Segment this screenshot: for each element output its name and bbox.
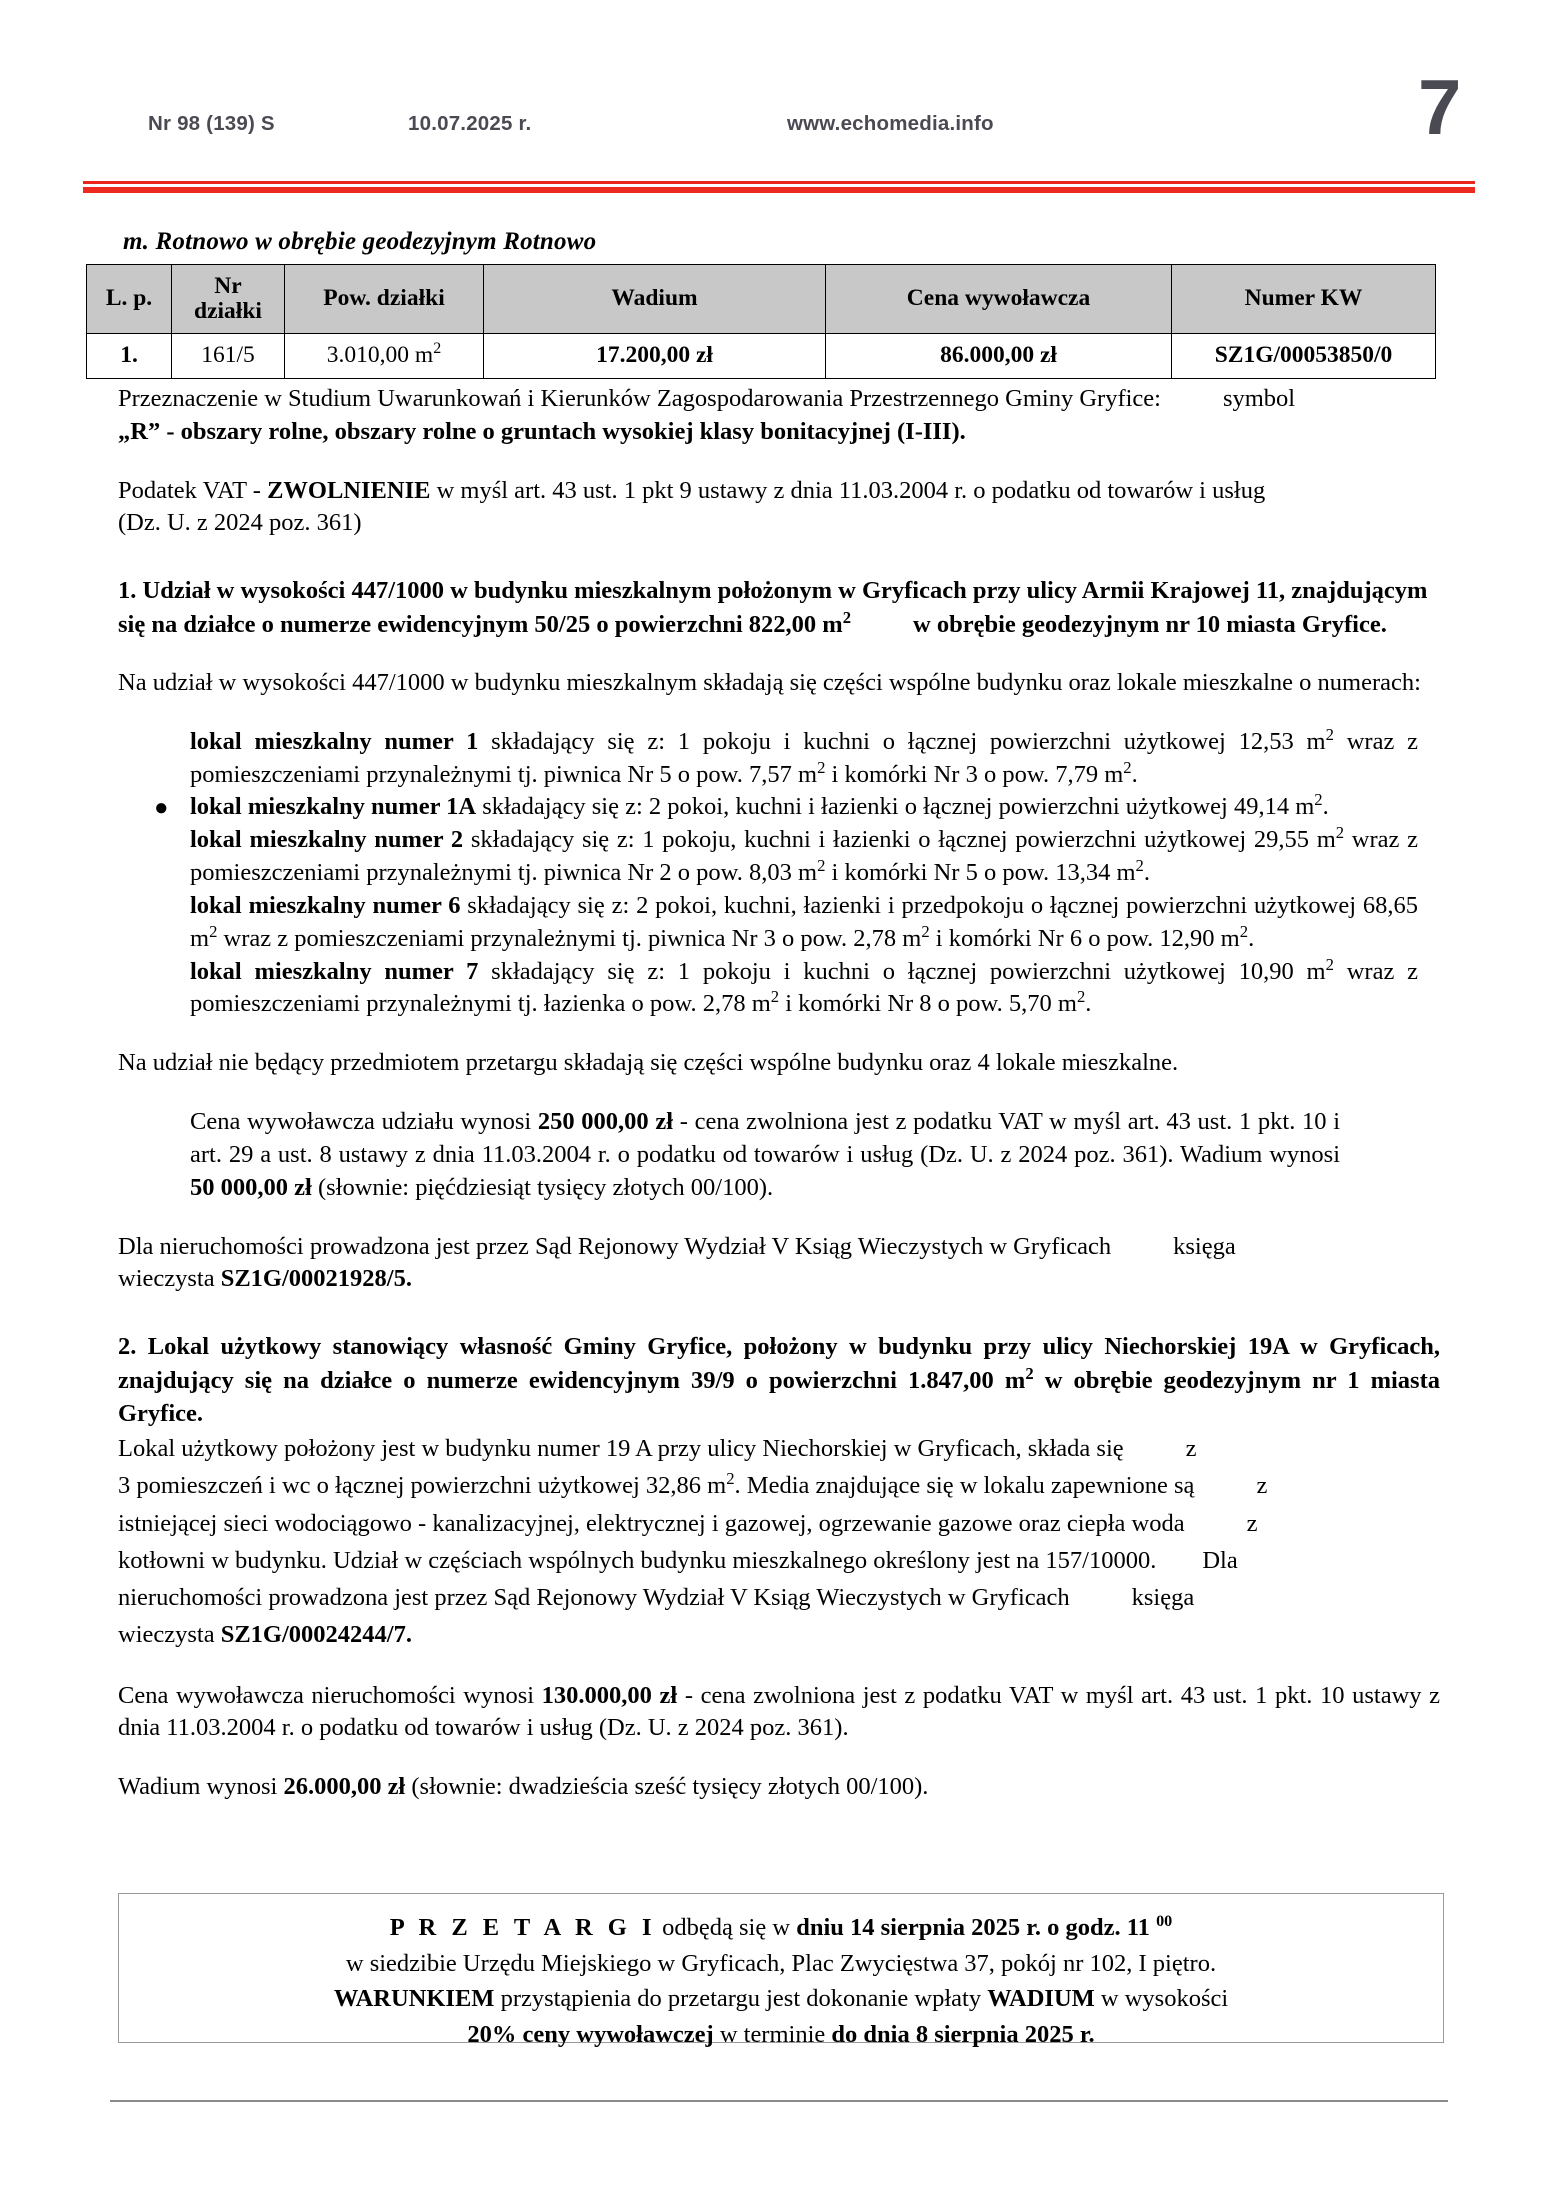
item1-kw-mid: księga — [1173, 1232, 1236, 1260]
lokal-text-b: wraz z pomieszczeniami przynależnymi tj. łazienka o pow. 2,78 m — [190, 957, 1418, 1018]
lokal-text-a: składający się z: 2 pokoi, kuchni, łazienki i przedpokoju o łącznej powierzchni użytkowej 68,65 m — [190, 891, 1418, 952]
cell-cena: 86.000,00 zł — [826, 334, 1172, 379]
vat-post: w myśl art. 43 ust. 1 pkt 9 ustawy z dnia 11.03.2004 r. o podatku od towarów i usług — [430, 476, 1266, 504]
lokal-label: lokal mieszkalny numer 1A — [190, 793, 477, 821]
item1-kw-line1 — [118, 1231, 1440, 1264]
lokal-text-c: i komórki Nr 5 o pow. 13,34 m — [825, 859, 1136, 887]
cell-pow-dzialki — [285, 334, 484, 379]
paragraph-przeznaczenie — [118, 383, 1440, 416]
item1-heading-part2: w obrębie geodezyjnym nr 10 miasta Gryfice. — [913, 610, 1387, 638]
lokal-label: lokal mieszkalny numer 1 — [190, 727, 479, 755]
przetargi-time-sup: 00 — [1156, 1912, 1173, 1930]
item2-heading-part1: 2. Lokal użytkowy stanowiący własność Gminy Gryfice, położony w budynku przy ulicy Niechorskiej 19A w Gryficach, znajdujący się na działce o numerze ewidencyjnym 39/9 o powierzchni 1.847,00 m — [118, 1333, 1440, 1394]
paragraph-przeznaczenie-bold: „R” - obszary rolne, obszary rolne o gruntach wysokiej klasy bonitacyjnej (I-III). — [118, 417, 966, 445]
przetargi-line3 — [141, 1981, 1421, 2017]
list-item: lokal mieszkalny numer 2 składający się z: 1 pokoju, kuchni i łazienki o łącznej powierzchni użytkowej 29,55 $m^2$ wraz z pomieszczeniami przynależnymi tj. piwnica Nr 2 o pow. 8,03 $m^2$ i komórki Nr 5 o pow. 13,34 $m^2$. — [190, 823, 1418, 887]
przetargi-percent: 20% ceny wywoławczej — [467, 2020, 714, 2048]
item2-wadium-paragraph — [118, 1771, 1440, 1804]
lokal-text-b: wraz z pomieszczeniami przynależnymi tj. piwnica Nr 3 o pow. 2,78 m — [217, 924, 922, 952]
item2-wadium-pre: Wadium wynosi — [118, 1773, 284, 1801]
table-row — [87, 334, 1436, 379]
item2-body-l2: 3 pomieszczeń i wc o łącznej powierzchni użytkowej 32,86 $m^2$. Media znajdujące się w lokalu zapewnione są z — [118, 1469, 1268, 1500]
list-item: lokal mieszkalny numer 1 składający się z: 1 pokoju i kuchni o łącznej powierzchni użytkowej 12,53 $m^2$ wraz z pomieszczeniami przynależnymi tj. piwnica Nr 5 o pow. 7,57 $m^2$ i komórki Nr 3 o pow. 7,79 $m^2$. — [190, 724, 1418, 788]
item1-wadium-post: (słownie: pięćdziesiąt tysięcy złotych 00/100). — [311, 1173, 774, 1201]
lokal-text-b: wraz z pomieszczeniami przynależnymi tj. piwnica Nr 2 o pow. 8,03 m — [190, 826, 1418, 887]
przetargi-line1 — [141, 1910, 1421, 1946]
przetargi-line3-mid: przystąpienia do przetargu jest dokonanie wpłaty — [494, 1985, 988, 2013]
item2-body-l4 — [118, 1542, 1440, 1579]
table-header-row — [87, 265, 1436, 334]
lokal-text-b: wraz z pomieszczeniami przynależnymi tj. piwnica Nr 5 o pow. 7,57 m — [190, 727, 1418, 788]
item1-price-paragraph — [190, 1106, 1340, 1204]
item1-not-subject: Na udział nie będący przedmiotem przetargu składają się części wspólne budynku oraz 4 lokale mieszkalne. — [118, 1049, 1179, 1077]
item1-price-post: - cena zwolniona jest z podatku VAT w myśl art. 43 ust. 1 pkt. 10 i art. 29 a ust. 8 ustawy z dnia 11.03.2004 r. o podatku od towarów i usług (Dz. U. z 2024 poz. 361). Wadium wynosi — [190, 1108, 1340, 1168]
masthead-website: www.echomedia.info — [787, 112, 994, 135]
item2-body-l6-pre: wieczysta — [118, 1621, 221, 1649]
col-header-pow: Pow. działki — [285, 265, 484, 334]
item1-wadium-amount: 50 000,00 zł — [190, 1173, 312, 1201]
lokal-label: lokal mieszkalny numer 2 — [190, 826, 464, 854]
przetargi-wadium-word: WADIUM — [987, 1985, 1095, 2013]
cell-nr-dzialki: 161/5 — [172, 334, 285, 379]
item2-heading-sup: 2 — [1025, 1363, 1034, 1383]
item2-body-l2-b: . Media znajdujące się w lokalu zapewnione są — [734, 1472, 1195, 1500]
lokal-text-c: i komórki Nr 3 o pow. 7,79 m — [825, 760, 1124, 788]
col-header-nr-dzialki: Nr działki — [172, 265, 285, 334]
col-header-kw: Numer KW — [1172, 265, 1436, 334]
przetargi-line4-mid: w terminie — [713, 2020, 832, 2048]
vat-pre: Podatek VAT - — [118, 476, 268, 504]
item2-body-l4-text: kotłowni w budynku. Udział w częściach wspólnych budynku mieszkalnego określony jest na 157/10000. — [118, 1546, 1157, 1574]
przetargi-line3-mid2: w wysokości — [1094, 1985, 1229, 2013]
przeznaczenie-lead: Przeznaczenie w Studium Uwarunkowań i Kierunków Zagospodarowania Przestrzennego Gminy Gryfice: — [118, 385, 1161, 412]
item1-kw-line2 — [118, 1263, 1440, 1296]
item2-body-l5 — [118, 1579, 1440, 1616]
item1-kw-pre: Dla nieruchomości prowadzona jest przez Sąd Rejonowy Wydział V Ksiąg Wieczystych w Gryficach — [118, 1232, 1112, 1260]
list-item: lokal mieszkalny numer 6 składający się z: 2 pokoi, kuchni, łazienki i przedpokoju o łącznej powierzchni użytkowej 68,65 $m^2$ wraz z pomieszczeniami przynależnymi tj. piwnica Nr 3 o pow. 2,78 $m^2$ i komórki Nr 6 o pow. 12,90 $m^2$. — [190, 891, 1418, 952]
col-header-wadium: Wadium — [484, 265, 826, 334]
footer-divider — [110, 2100, 1448, 2102]
przetargi-deadline: do dnia 8 sierpnia 2025 r. — [831, 2020, 1095, 2048]
przetargi-line2: w siedzibie Urzędu Miejskiego w Gryficach, Plac Zwycięstwa 37, pokój nr 102, I piętro. — [345, 1949, 1217, 1977]
item1-price-amount: 250 000,00 zł — [537, 1108, 674, 1136]
item1-intro: Na udział w wysokości 447/1000 w budynku mieszkalnym składają się części wspólne budynku oraz lokale mieszkalne o numerach: — [118, 668, 1421, 696]
item2-heading-part2: w obrębie geodezyjnym nr 1 miasta Gryfice. — [118, 1366, 1440, 1427]
masthead-issue: Nr 98 (139) S — [148, 112, 275, 135]
przetargi-date: dniu 14 sierpnia 2025 r. — [796, 1914, 1042, 1941]
przetargi-info-box — [118, 1893, 1444, 2048]
item2-wadium-amount: 26.000,00 zł — [283, 1773, 406, 1801]
item2-kw-number: SZ1G/00024244/7. — [220, 1621, 412, 1649]
masthead-date: 10.07.2025 r. — [408, 112, 532, 135]
item2-body-l1-tail: z — [1185, 1435, 1197, 1463]
lokal-text-a: składający się z: 2 pokoi, kuchni i łazienki o łącznej powierzchni użytkowej 49,14 m — [476, 793, 1315, 821]
lokal-text-b: . — [1322, 793, 1329, 821]
przetargi-warunkiem: WARUNKIEM — [333, 1985, 495, 2013]
item2-price-paragraph — [118, 1680, 1440, 1746]
item1-kw-number: SZ1G/00021928/5. — [220, 1265, 412, 1293]
item1-heading-part1: 1. Udział w wysokości 447/1000 w budynku mieszkalnym położonym w Gryficach przy ulicy Armii Krajowej 11, znajdującym się na działce o numerze ewidencyjnym 50/25 o powierzchni 822,00 m — [118, 577, 1428, 638]
item1-heading — [118, 574, 1440, 641]
item1-kw-line2-pre: wieczysta — [118, 1265, 221, 1293]
col-header-lp: L. p. — [87, 265, 172, 334]
item2-body-l5-text: nieruchomości prowadzona jest przez Sąd Rejonowy Wydział V Ksiąg Wieczystych w Gryficach — [118, 1584, 1070, 1612]
item2-price-post: - cena zwolniona jest z podatku VAT w myśl art. 43 ust. 1 pkt. 10 ustawy z dnia 11.03.2004 r. o podatku od towarów i usług (Dz. U. z 2024 poz. 361). — [118, 1681, 1441, 1742]
przetargi-title: P R Z E T A R G I — [389, 1914, 657, 1941]
paragraph-vat-line2: (Dz. U. z 2024 poz. 361) — [118, 509, 362, 537]
paragraph-vat — [118, 475, 1440, 508]
lokal-text-a: składający się z: 1 pokoju, kuchni i łazienki o łącznej powierzchni użytkowej 29,55 m — [463, 826, 1336, 854]
cell-wadium: 17.200,00 zł — [484, 334, 826, 379]
page-masthead — [0, 63, 1558, 152]
section-heading-rotnowo: m. Rotnowo w obrębie geodezyjnym Rotnowo — [123, 228, 597, 255]
lots-table — [86, 264, 1436, 379]
item2-price-pre: Cena wywoławcza nieruchomości wynosi — [118, 1681, 542, 1709]
lokal-label: lokal mieszkalny numer 6 — [190, 891, 461, 919]
page-number: 7 — [1418, 63, 1462, 151]
przeznaczenie-symbol: symbol — [1222, 385, 1296, 412]
lokal-text-c: i komórki Nr 8 o pow. 5,70 m — [779, 990, 1077, 1018]
item2-body-l2-tail: z — [1256, 1472, 1268, 1500]
lokal-text-a: składający się z: 1 pokoju i kuchni o łącznej powierzchni użytkowej 12,53 m — [478, 727, 1326, 755]
item2-heading — [118, 1330, 1440, 1430]
item2-price-amount: 130.000,00 zł — [541, 1681, 678, 1709]
bullet-icon: ● — [154, 795, 169, 822]
list-item: lokal mieszkalny numer 7 składający się z: 1 pokoju i kuchni o łącznej powierzchni użytkowej 10,90 $m^2$ wraz z pomieszczeniami przynależnymi tj. łazienka o pow. 2,78 $m^2$ i komórki Nr 8 o pow. 5,70 $m^2$. — [190, 954, 1418, 1018]
cell-lp: 1. — [87, 334, 172, 379]
item2-body-l3-text: istniejącej sieci wodociągowo - kanalizacyjnej, elektrycznej i gazowej, ogrzewanie gazowe oraz ciepła woda — [118, 1509, 1185, 1537]
vat-bold: ZWOLNIENIE — [267, 476, 431, 504]
item1-price-block — [190, 1106, 1340, 1204]
item2-body-l3-tail: z — [1246, 1509, 1258, 1537]
item1-heading-sup: 2 — [842, 607, 852, 627]
item2-body-l6 — [118, 1616, 1440, 1653]
item1-price-pre: Cena wywoławcza udziału wynosi — [190, 1108, 538, 1136]
cell-pow-sup: 2 — [433, 340, 442, 358]
lokal-label: lokal mieszkalny numer 7 — [190, 957, 479, 985]
item2-body-l1-text: Lokal użytkowy położony jest w budynku numer 19 A przy ulicy Niechorskiej w Gryficach, składa się — [118, 1435, 1124, 1463]
cell-kw: SZ1G/00053850/0 — [1172, 334, 1436, 379]
przetargi-line4 — [141, 2017, 1421, 2053]
item2-body-l3 — [118, 1505, 1440, 1542]
lokal-text-a: składający się z: 1 pokoju i kuchni o łącznej powierzchni użytkowej 10,90 m — [478, 957, 1326, 985]
list-item: ● lokal mieszkalny numer 1A składający się z: 2 pokoi, kuchni i łazienki o łącznej powierzchni użytkowej 49,14 $m^2$. — [190, 791, 1418, 824]
document-body — [105, 228, 1441, 1804]
cell-pow-value: 3.010,00 m — [326, 342, 434, 369]
item2-body-l2-a: 3 pomieszczeń i wc o łącznej powierzchni użytkowej 32,86 m — [118, 1472, 727, 1500]
przetargi-time: o godz. 11 — [1041, 1914, 1157, 1941]
przetargi-line1-mid: odbędą się w — [656, 1914, 797, 1941]
item2-body-l1 — [118, 1430, 1440, 1467]
col-header-cena: Cena wywoławcza — [826, 265, 1172, 334]
item2-body-l4-tail: Dla — [1202, 1546, 1238, 1574]
header-red-divider — [83, 181, 1475, 193]
item2-body-l5-tail: księga — [1131, 1584, 1195, 1612]
lokal-text-c: i komórki Nr 6 o pow. 12,90 m — [929, 924, 1240, 952]
item2-wadium-post: (słownie: dwadzieścia sześć tysięcy złotych 00/100). — [405, 1773, 929, 1801]
